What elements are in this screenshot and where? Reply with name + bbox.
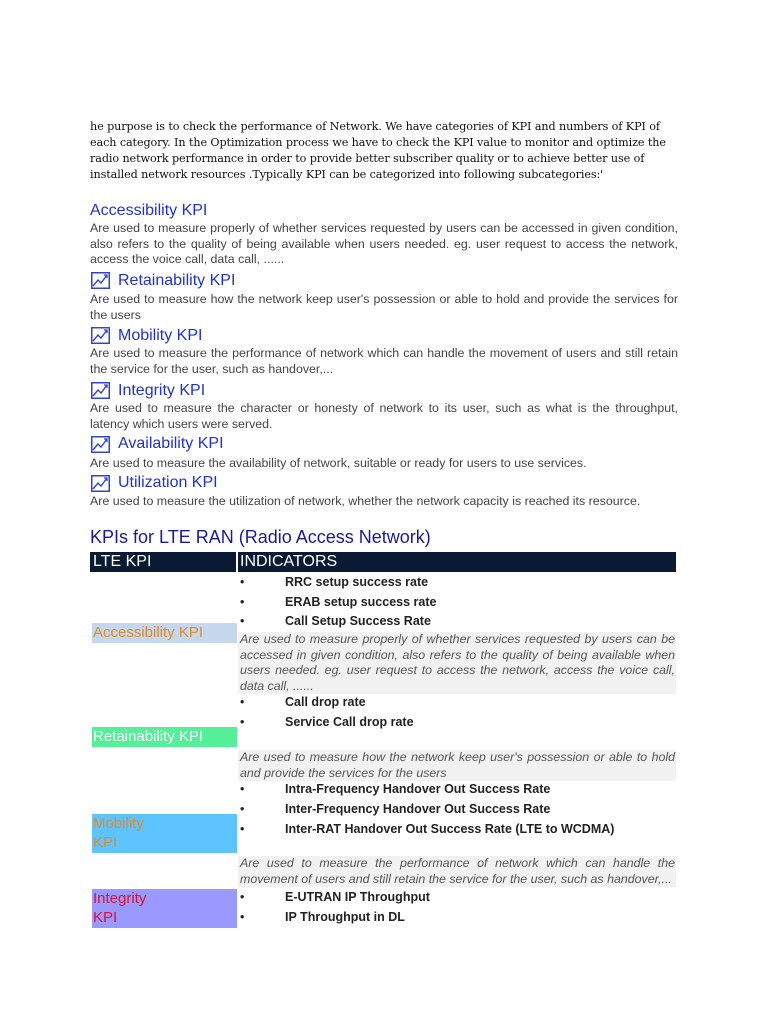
section-title-retainability: Retainability KPI [118, 272, 236, 289]
row-desc-mobility: Are used to measure the performance of network which can handle the movement of users and still retain the service for the user, such as handover,... [240, 856, 675, 886]
row-label-mobility-line1: Mobility [93, 815, 144, 832]
section-title-utilization: Utilization KPI [118, 474, 218, 491]
section-title-integrity: Integrity KPI [118, 382, 206, 399]
row-label-integrity-line2: KPI [93, 909, 118, 926]
section-desc-availability: Are used to measure the availability of network, suitable or ready for users to use services. [90, 456, 587, 470]
table-header-lte-kpi: LTE KPI [90, 552, 236, 572]
row-label-retainability: Retainability KPI [92, 727, 237, 747]
chart-icon [91, 327, 110, 344]
row-label-accessibility: Accessibility KPI [92, 623, 237, 643]
table-header-indicators: INDICATORS [238, 552, 676, 572]
chart-icon [91, 436, 110, 453]
ran-section-title: KPIs for LTE RAN (Radio Access Network) [90, 527, 431, 547]
chart-icon [91, 382, 110, 399]
section-title-mobility: Mobility KPI [118, 327, 203, 344]
row-label-integrity [92, 889, 237, 928]
section-desc-mobility: Are used to measure the performance of network which can handle the movement of users and still retain the service for the user, such as handover,... [90, 346, 678, 376]
row-desc-accessibility: Are used to measure properly of whether services requested by users can be accessed in given condition, also refers to the quality of being available when users needed. eg. user request to access the network, access the voice call, data call, ...... [240, 632, 675, 693]
row-label-mobility-line2: KPI [93, 834, 118, 851]
chart-icon [91, 272, 110, 289]
row-desc-retainability: Are used to measure how the network keep user's possession or able to hold and provide the services for the users [240, 750, 675, 780]
chart-icon [91, 475, 110, 492]
section-desc-integrity: Are used to measure the character or honesty of network to its user, such as what is the throughput, latency which users were served. [90, 401, 678, 431]
section-title-availability: Availability KPI [118, 435, 224, 452]
row-label-mobility [92, 814, 237, 853]
row-label-integrity-line1: Integrity [93, 890, 147, 907]
section-desc-accessibility: Are used to measure properly of whether services requested by users can be accessed in given condition, also refers to the quality of being available when users needed. eg. user request to access the network, access the voice call, data call, ...... [90, 221, 678, 266]
section-title-accessibility: Accessibility KPI [90, 202, 208, 219]
section-desc-retainability: Are used to measure how the network keep user's possession or able to hold and provide the services for the users [90, 292, 678, 322]
section-desc-utilization: Are used to measure the utilization of network, whether the network capacity is reached its resource. [90, 494, 641, 508]
intro-paragraph: he purpose is to check the performance of Network. We have categories of KPI and numbers of KPI of each category. In the Optimization process we have to check the KPI value to monitor and optimize the radio network performance in order to provide better subscriber quality or to achieve better use of installed network resources .Typically KPI can be categorized into following subcategories:' [90, 120, 666, 181]
